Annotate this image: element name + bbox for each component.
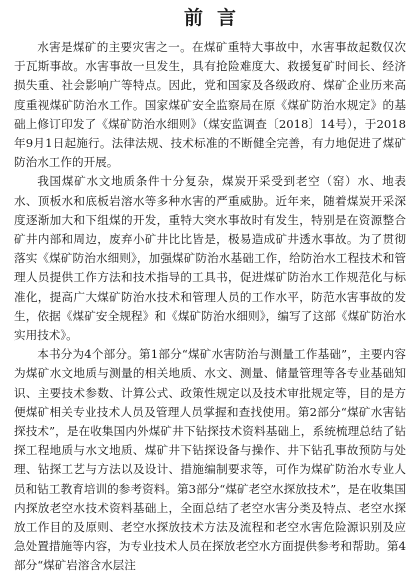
paragraph-1: 水害是煤矿的主要灾害之一。在煤矿重特大事故中，水害事故起数仅次于瓦斯事故。水害事故一旦发生，具有抢险难度大、救援复矿时间长、经济损失重、社会影响广等特点。因此，党和国家及各级政府、煤矿企业历来高度重视煤矿防治水工作。国家煤矿安全监察局在原《煤矿防治水规定》的基础上修订印发了《煤矿防治水细则》（煤安监调查〔2018〕14号），于2018年9月1日起施行。法律法规、技术标准的不断健全完善，有力地促进了煤矿防治水工作的开展。 — [14, 40, 406, 170]
paragraph-3: 本书分为4个部分。第1部分“煤矿水害防治与测量工作基础”，主要内容为煤矿水文地质与测量的相关地质、水文、测量、储量管理等各专业基础知识、主要技术参数、计算公式、政策性规定以及技术审批规定等，目的是方便煤矿相关专业技术人员及管理人员掌握和查找使用。第2部分“煤矿水害钻探技术”，是在收集国内外煤矿井下钻探技术资料基础上，系统梳理总结了钻探工程地质与水文地质、煤矿井下钻探设备与操作、井下钻孔事故预防与处理、钻探工艺与方法以及设计、措施编制要求等，可作为煤矿防治水专业人员和钻工教育培训的参考资料。第3部分“煤矿老空水探放技术”，是在收集国内探放老空水技术资料基础上，全面总结了老空水害分类及特点、老空水探放工作目的及原则、老空水探放技术方法及流程和老空水害危险源识别及应急处置措施等内容，为专业技术人员在探放老空水方面提供参考和帮助。第4部分“煤矿岩溶含水层注 — [14, 347, 406, 573]
page-title: 前言 — [183, 7, 250, 29]
paragraph-2: 我国煤矿水文地质条件十分复杂，煤炭开采受到老空（窑）水、地表水、顶板水和底板岩溶水等多种水害的严重威胁。近年来，随着煤炭开采深度逐渐加大和下组煤的开发，重特大突水事故时有发生，特别是在资源整合矿井内部和周边，废弃小矿井比比皆是，极易造成矿井透水事故。为了贯彻落实《煤矿防治水细则》，加强煤矿防治水基础工作，给防治水工程技术和管理人员提供工作方法和技术指导的工具书，促进煤矿防治水工作规范化与标准化，提高广大煤矿防治水技术和管理人员的工作水平，防范水害事故的发生，依据《煤矿安全规程》和《煤矿防治水细则》，编写了这部《煤矿防治水实用技术》。 — [14, 174, 406, 343]
